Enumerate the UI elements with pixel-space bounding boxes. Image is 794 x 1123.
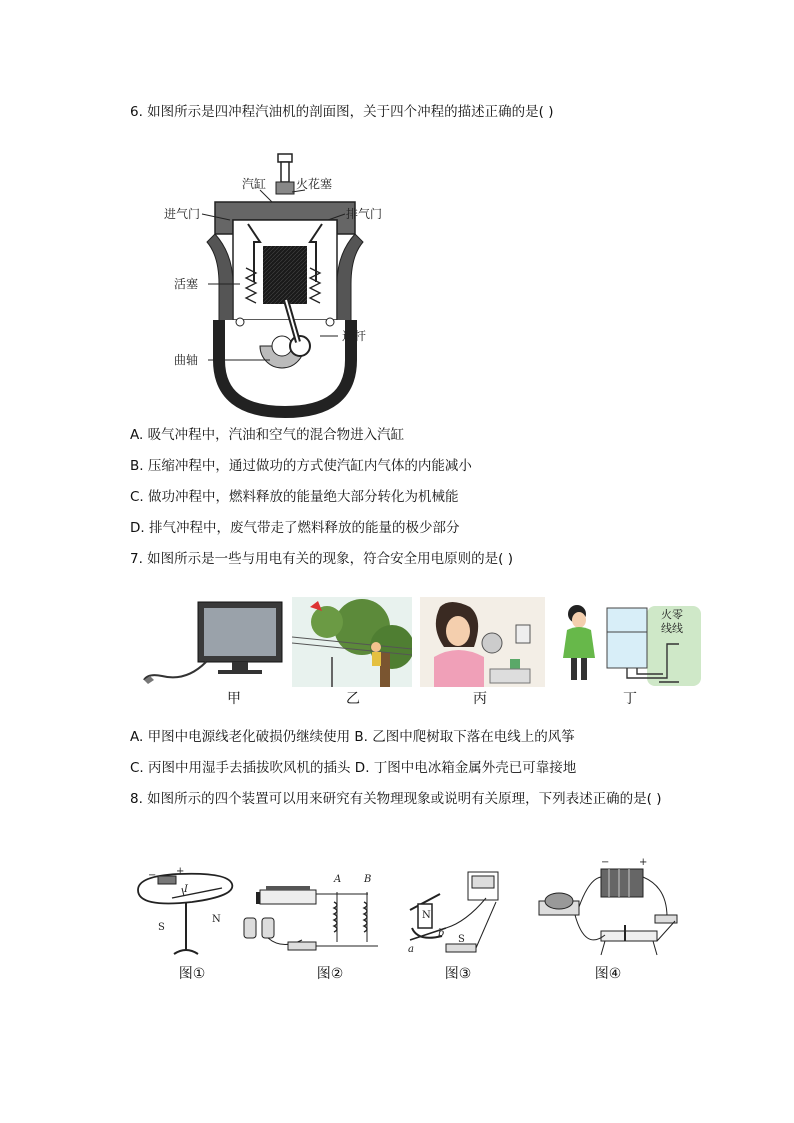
fig3-n: N: [422, 910, 431, 921]
q7-options-cd: C. 丙图中用湿手去插拔吹风机的插头 D. 丁图中电冰箱金属外壳已可靠接地: [130, 760, 577, 776]
caption-bing: 丙: [473, 691, 487, 707]
spark-plug-label: 火花塞: [296, 177, 333, 191]
fig2-a: A: [334, 874, 342, 885]
q7-stem: 7. 如图所示是一些与用电有关的现象，符合安全用电原则的是( ): [130, 551, 513, 567]
monitor-damaged-cord-image: [140, 600, 290, 690]
fig1-minus: −: [148, 870, 157, 881]
q6-option-c: C. 做功冲程中，燃料释放的能量绝大部分转化为机械能: [130, 489, 459, 505]
fig1-current: I: [184, 884, 188, 895]
q7-options-ab: A. 甲图中电源线老化破损仍继续使用 B. 乙图中爬树取下落在电线上的风筝: [130, 729, 575, 745]
tree-kite-power-line-image: [292, 597, 412, 687]
electromagnets-ab-figure: [238, 862, 378, 962]
caption-fig2: 图②: [316, 966, 344, 982]
fig3-b: b: [438, 928, 445, 939]
caption-ding: 丁: [623, 691, 637, 707]
q6-option-b: B. 压缩冲程中，通过做功的方式使汽缸内气体的内能减小: [130, 458, 472, 474]
exhaust-valve-label: 排气门: [346, 207, 383, 221]
coil-on-stand-figure: [130, 862, 240, 962]
q6-option-d: D. 排气冲程中，废气带走了燃料释放的能量的极少部分: [130, 520, 460, 536]
piston-label: 活塞: [174, 277, 199, 291]
caption-fig1: 图①: [178, 966, 206, 982]
caption-yi: 乙: [346, 691, 360, 707]
fig1-plus: +: [176, 866, 185, 877]
fig3-a: a: [408, 944, 414, 955]
battery-rail-figure: [535, 855, 685, 965]
fig4-minus: −: [601, 857, 610, 868]
q6-stem: 6. 如图所示是四冲程汽油机的剖面图，关于四个冲程的描述正确的是( ): [130, 104, 554, 120]
fig4-plus: +: [639, 857, 648, 868]
connecting-rod-label: 连杆: [342, 329, 367, 343]
magnet-galvanometer-figure: [400, 862, 510, 962]
intake-valve-label: 进气门: [164, 207, 201, 221]
refrigerator-grounding-image: [557, 598, 702, 688]
ding-wire-label-1: 火零: [661, 608, 683, 621]
caption-jia: 甲: [227, 691, 241, 707]
engine-cross-section-figure: [160, 150, 390, 420]
fig1-n: N: [212, 914, 221, 925]
crankshaft-label: 曲轴: [174, 353, 199, 367]
caption-fig4: 图④: [594, 966, 622, 982]
wet-hands-hair-dryer-image: [420, 597, 545, 687]
caption-fig3: 图③: [444, 966, 472, 982]
fig3-s: S: [458, 934, 465, 945]
fig1-s: S: [158, 922, 165, 933]
q6-option-a: A. 吸气冲程中，汽油和空气的混合物进入汽缸: [130, 427, 405, 443]
fig2-b: B: [364, 874, 372, 885]
cylinder-label: 汽缸: [242, 177, 267, 191]
q8-stem: 8. 如图所示的四个装置可以用来研究有关物理现象或说明有关原理，下列表述正确的是( ): [130, 791, 662, 807]
ding-wire-label-2: 线线: [661, 622, 683, 635]
